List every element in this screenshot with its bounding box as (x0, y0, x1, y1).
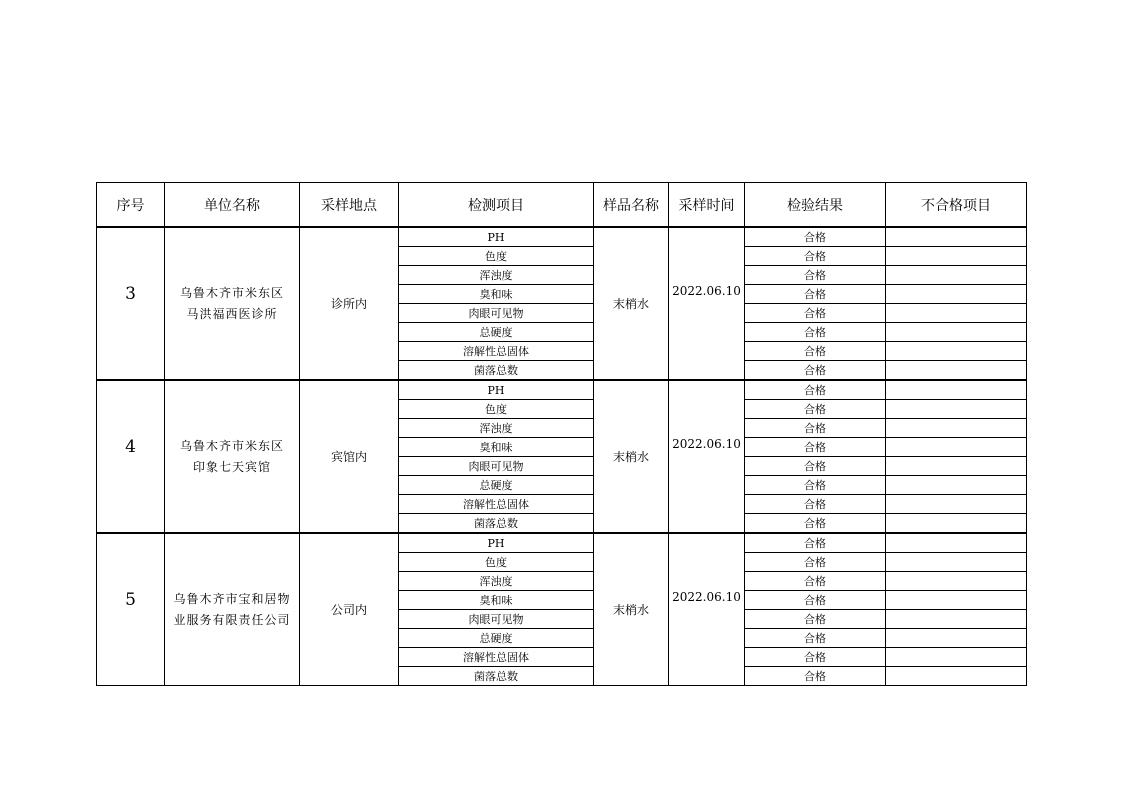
sampling-location-cell: 宾馆内 (300, 380, 399, 533)
seq-number-text: 4 (125, 436, 136, 457)
sampling-date-cell (669, 380, 745, 533)
sample-name-cell: 末梢水 (594, 533, 669, 686)
unit-name-line: 马洪福西医诊所 (186, 306, 278, 321)
result-cell: 合格 (745, 610, 886, 629)
result-cell: 合格 (745, 266, 886, 285)
failed-item-cell (886, 629, 1027, 648)
unit-name-cell (165, 533, 300, 686)
test-item-cell: 臭和味 (399, 591, 594, 610)
header-failed-items: 不合格项目 (886, 183, 1027, 228)
sample-name-cell: 末梢水 (594, 227, 669, 380)
result-cell: 合格 (745, 533, 886, 553)
failed-item-cell (886, 572, 1027, 591)
failed-item-cell (886, 457, 1027, 476)
failed-item-cell (886, 533, 1027, 553)
row-seq-number (97, 533, 165, 686)
row-seq-number (97, 227, 165, 380)
water-inspection-table (96, 182, 1027, 686)
sampling-date-text: 2022.06.10 (672, 589, 741, 604)
result-cell: 合格 (745, 667, 886, 686)
failed-item-cell (886, 380, 1027, 400)
failed-item-cell (886, 648, 1027, 667)
result-cell: 合格 (745, 380, 886, 400)
failed-item-cell (886, 323, 1027, 342)
table-row (97, 533, 1027, 553)
header-sampling-location: 采样地点 (300, 183, 399, 228)
table-body (97, 227, 1027, 686)
failed-item-cell (886, 304, 1027, 323)
result-cell: 合格 (745, 361, 886, 381)
sampling-location-cell: 公司内 (300, 533, 399, 686)
test-item-cell: 总硬度 (399, 476, 594, 495)
result-cell: 合格 (745, 438, 886, 457)
test-item-cell: 菌落总数 (399, 667, 594, 686)
failed-item-cell (886, 342, 1027, 361)
test-item-cell: 色度 (399, 400, 594, 419)
test-item-cell: 色度 (399, 247, 594, 266)
result-cell: 合格 (745, 342, 886, 361)
sampling-date-text: 2022.06.10 (672, 436, 741, 451)
result-cell: 合格 (745, 419, 886, 438)
result-cell: 合格 (745, 227, 886, 247)
test-item-cell: 肉眼可见物 (399, 457, 594, 476)
test-item-cell: 总硬度 (399, 323, 594, 342)
result-cell: 合格 (745, 323, 886, 342)
test-item-cell: 肉眼可见物 (399, 304, 594, 323)
test-item-cell: 菌落总数 (399, 361, 594, 381)
test-item-cell: 溶解性总固体 (399, 495, 594, 514)
test-item-cell: 菌落总数 (399, 514, 594, 534)
header-seq: 序号 (97, 183, 165, 228)
test-item-cell: 总硬度 (399, 629, 594, 648)
test-item-cell: 浑浊度 (399, 419, 594, 438)
failed-item-cell (886, 247, 1027, 266)
unit-name-line: 乌鲁木齐市宝和居物 (173, 591, 291, 606)
failed-item-cell (886, 419, 1027, 438)
failed-item-cell (886, 438, 1027, 457)
failed-item-cell (886, 400, 1027, 419)
result-cell: 合格 (745, 648, 886, 667)
seq-number-text: 3 (125, 283, 136, 304)
sample-name-cell: 末梢水 (594, 380, 669, 533)
result-cell: 合格 (745, 285, 886, 304)
failed-item-cell (886, 495, 1027, 514)
test-item-cell: PH (399, 227, 594, 247)
unit-name-cell (165, 227, 300, 380)
unit-name-cell (165, 380, 300, 533)
test-item-cell: 溶解性总固体 (399, 342, 594, 361)
failed-item-cell (886, 553, 1027, 572)
unit-name-line: 乌鲁木齐市米东区 (179, 438, 284, 453)
header-sampling-time: 采样时间 (669, 183, 745, 228)
header-result: 检验结果 (745, 183, 886, 228)
result-cell: 合格 (745, 514, 886, 534)
inspection-table-wrapper (96, 182, 1026, 686)
failed-item-cell (886, 610, 1027, 629)
table-row (97, 227, 1027, 247)
header-test-items: 检测项目 (399, 183, 594, 228)
test-item-cell: 肉眼可见物 (399, 610, 594, 629)
failed-item-cell (886, 227, 1027, 247)
failed-item-cell (886, 266, 1027, 285)
result-cell: 合格 (745, 457, 886, 476)
failed-item-cell (886, 514, 1027, 534)
result-cell: 合格 (745, 476, 886, 495)
unit-name-line: 业服务有限责任公司 (173, 612, 291, 627)
test-item-cell: 浑浊度 (399, 266, 594, 285)
test-item-cell: 臭和味 (399, 438, 594, 457)
result-cell: 合格 (745, 629, 886, 648)
table-header (97, 183, 1027, 228)
test-item-cell: 溶解性总固体 (399, 648, 594, 667)
result-cell: 合格 (745, 400, 886, 419)
result-cell: 合格 (745, 304, 886, 323)
result-cell: 合格 (745, 247, 886, 266)
sampling-date-cell (669, 227, 745, 380)
result-cell: 合格 (745, 495, 886, 514)
header-unit-name: 单位名称 (165, 183, 300, 228)
header-row (97, 183, 1027, 228)
sampling-date-text: 2022.06.10 (672, 283, 741, 298)
test-item-cell: 臭和味 (399, 285, 594, 304)
failed-item-cell (886, 285, 1027, 304)
sampling-date-cell (669, 533, 745, 686)
test-item-cell: 色度 (399, 553, 594, 572)
seq-number-text: 5 (125, 589, 136, 610)
row-seq-number (97, 380, 165, 533)
result-cell: 合格 (745, 591, 886, 610)
unit-name-line: 印象七天宾馆 (192, 459, 271, 474)
failed-item-cell (886, 361, 1027, 381)
sampling-location-cell: 诊所内 (300, 227, 399, 380)
result-cell: 合格 (745, 572, 886, 591)
failed-item-cell (886, 591, 1027, 610)
failed-item-cell (886, 476, 1027, 495)
test-item-cell: 浑浊度 (399, 572, 594, 591)
failed-item-cell (886, 667, 1027, 686)
test-item-cell: PH (399, 533, 594, 553)
unit-name-line: 乌鲁木齐市米东区 (179, 285, 284, 300)
table-row (97, 380, 1027, 400)
header-sample-name: 样品名称 (594, 183, 669, 228)
result-cell: 合格 (745, 553, 886, 572)
test-item-cell: PH (399, 380, 594, 400)
